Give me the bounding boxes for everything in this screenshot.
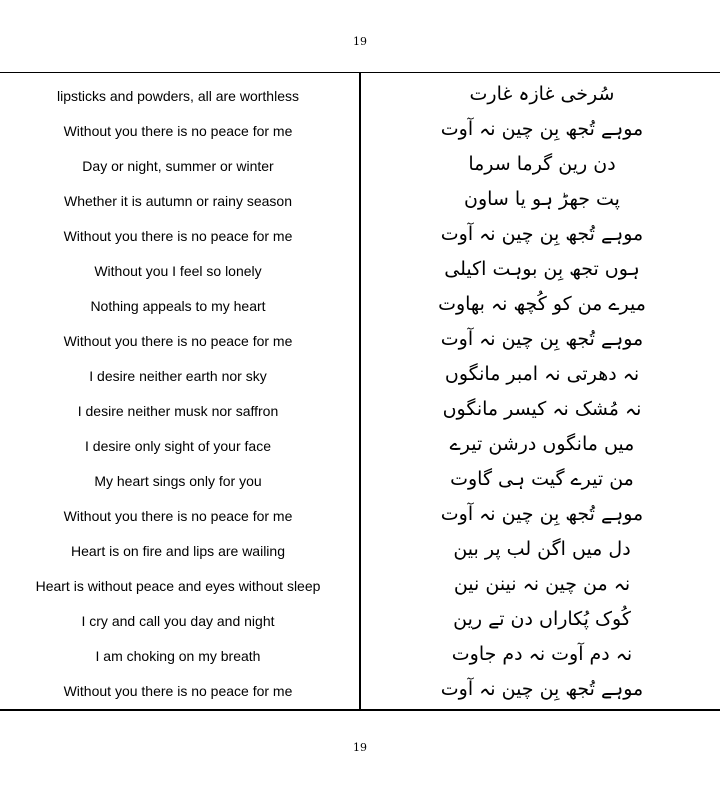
english-translation: Without you there is no peace for me [63,683,293,699]
verse-row [0,394,720,429]
verse-row [0,429,720,464]
verse-row [0,639,720,674]
urdu-verse: من تیرے گیت ہی گاوت [450,468,634,490]
english-translation: Without you there is no peace for me [63,333,293,349]
verse-row [0,149,720,184]
urdu-verse: کُوک پُکاراں دن تے رین [453,608,631,630]
page-number-top: 19 [353,35,367,48]
urdu-verse: میرے من کو کُچھ نہ بھاوت [438,293,646,315]
verse-row [0,219,720,254]
urdu-verse: نہ مُشک نہ کیسر مانگوں [442,398,642,420]
verse-row [0,569,720,604]
urdu-verse: موہے تُجھ بِن چین نہ آوت [440,503,644,525]
urdu-verse: دن رین گرما سرما [468,153,616,175]
verse-row [0,534,720,569]
english-translation: I desire neither musk nor saffron [77,403,279,419]
english-translation: Whether it is autumn or rainy season [64,193,292,209]
verse-row [0,464,720,499]
verse-table [0,79,720,709]
english-translation: Without you there is no peace for me [63,228,293,244]
english-translation: Heart is on fire and lips are wailing [71,543,285,559]
urdu-verse: موہے تُجھ بِن چین نہ آوت [440,328,644,350]
urdu-verse: پت جھڑ ہو یا ساون [464,188,620,210]
verse-row [0,604,720,639]
english-translation: I am choking on my breath [95,648,261,664]
table-bottom-rule [0,709,720,711]
english-translation: Without you I feel so lonely [94,263,262,279]
verse-row [0,289,720,324]
verse-row [0,114,720,149]
verse-row [0,674,720,709]
urdu-verse: نہ دھرتی نہ امبر مانگوں [444,363,640,385]
english-translation: Without you there is no peace for me [63,508,293,524]
verse-row [0,324,720,359]
urdu-verse: نہ دم آوت نہ دم جاوت [451,643,633,665]
urdu-verse: سُرخی غازہ غارت [469,83,615,105]
english-translation: Nothing appeals to my heart [90,298,266,314]
urdu-verse: نہ من چین نہ نینن نین [453,573,631,595]
english-translation: I cry and call you day and night [81,613,275,629]
urdu-verse: موہے تُجھ بِن چین نہ آوت [440,223,644,245]
english-translation: lipsticks and powders, all are worthless [57,88,299,104]
page-number-bottom: 19 [353,741,367,754]
english-translation: I desire only sight of your face [85,438,271,454]
urdu-verse: دل میں اگن لب پر بین [453,538,631,560]
english-translation: I desire neither earth nor sky [89,368,267,384]
english-translation: My heart sings only for you [94,473,262,489]
verse-row [0,184,720,219]
urdu-verse: موہے تُجھ بِن چین نہ آوت [440,678,644,700]
verse-row [0,359,720,394]
english-translation: Heart is without peace and eyes without sleep [35,578,321,594]
verse-row [0,254,720,289]
english-translation: Without you there is no peace for me [63,123,293,139]
urdu-verse: موہے تُجھ بِن چین نہ آوت [440,118,644,140]
verse-row [0,79,720,114]
urdu-verse: میں مانگوں درشن تیرے [449,433,635,455]
urdu-verse: ہوں تجھ بِن بوہت اکیلی [444,258,640,280]
verse-row [0,499,720,534]
english-translation: Day or night, summer or winter [82,158,274,174]
